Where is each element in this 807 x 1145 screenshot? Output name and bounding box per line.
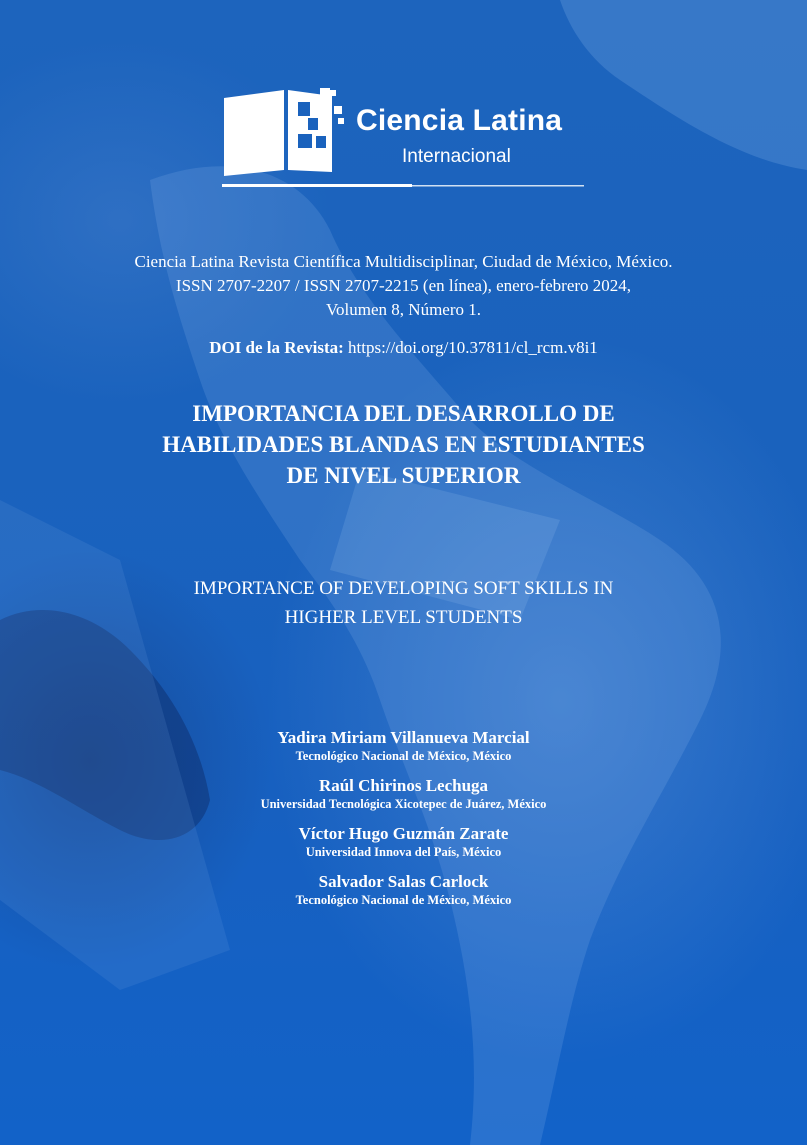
paper-shape [560, 0, 807, 170]
author-list [0, 728, 807, 920]
author-affiliation: Tecnológico Nacional de México, México [295, 893, 512, 907]
author-entry [0, 824, 807, 860]
title-en-line-2: HIGHER LEVEL STUDENTS [284, 607, 523, 628]
journal-doi [0, 338, 807, 358]
title-es-line-3: DE NIVEL SUPERIOR [286, 463, 521, 488]
title-es-line-2: HABILIDADES BLANDAS EN ESTUDIANTES [162, 432, 645, 457]
journal-logo [222, 88, 592, 188]
author-name: Víctor Hugo Guzmán Zarate [298, 824, 509, 843]
author-entry [0, 776, 807, 812]
author-entry [0, 728, 807, 764]
author-name: Salvador Salas Carlock [318, 872, 489, 891]
logo-subtitle: Internacional [402, 146, 511, 167]
author-name: Yadira Miriam Villanueva Marcial [277, 728, 530, 747]
title-en-line-1: IMPORTANCE OF DEVELOPING SOFT SKILLS IN [193, 578, 614, 599]
open-book-icon [222, 88, 592, 188]
article-title-english [0, 574, 807, 632]
logo-name: Ciencia Latina [356, 104, 563, 137]
doi-link[interactable]: https://doi.org/10.37811/cl_rcm.v8i1 [348, 338, 598, 357]
author-name: Raúl Chirinos Lechuga [318, 776, 489, 795]
author-entry [0, 872, 807, 908]
journal-line-1: Ciencia Latina Revista Científica Multidisciplinar, Ciudad de México, México. [134, 252, 673, 271]
journal-line-3: Volumen 8, Número 1. [325, 300, 482, 319]
author-affiliation: Tecnológico Nacional de México, México [295, 749, 512, 763]
journal-info [0, 250, 807, 322]
author-affiliation: Universidad Tecnológica Xicotepec de Juárez, México [260, 797, 547, 811]
doi-label: DOI de la Revista: [209, 338, 344, 357]
article-title-spanish [0, 398, 807, 491]
journal-line-2: ISSN 2707-2207 / ISSN 2707-2215 (en línea), enero-febrero 2024, [175, 276, 632, 295]
title-es-line-1: IMPORTANCIA DEL DESARROLLO DE [192, 401, 615, 426]
author-affiliation: Universidad Innova del País, México [305, 845, 502, 859]
